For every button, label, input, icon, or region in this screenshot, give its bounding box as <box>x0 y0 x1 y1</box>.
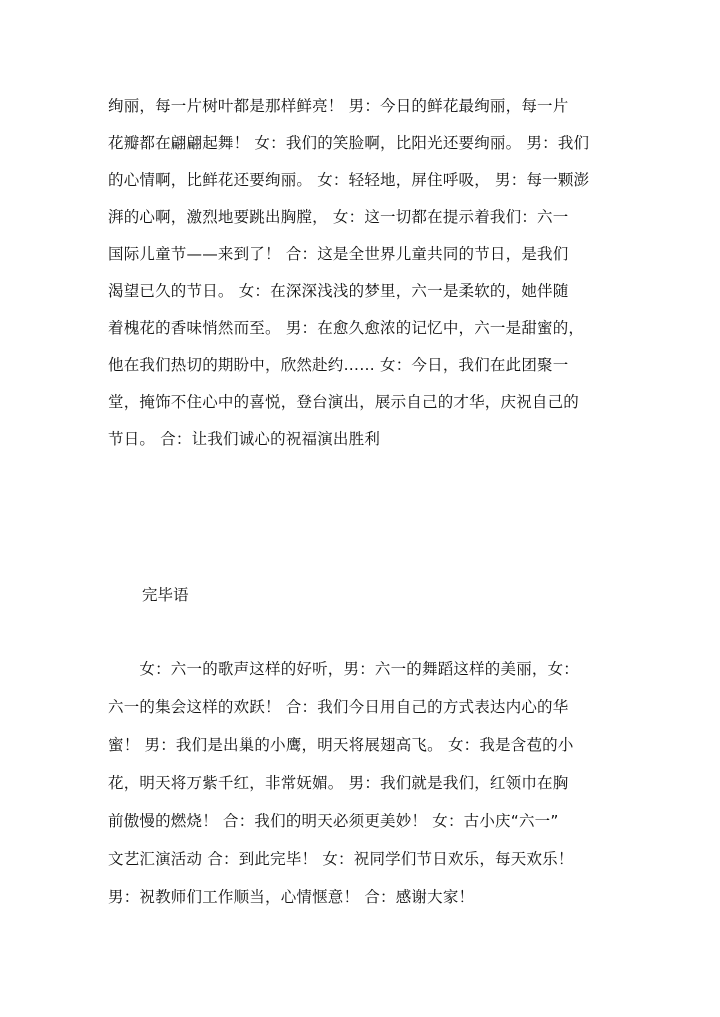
text-line: 的心情啊，比鲜花还要绚丽。 女：轻轻地，屏住呼吸， 男：每一颗澎 <box>108 171 590 189</box>
section-heading: 完毕语 <box>142 586 189 604</box>
text-line: 花，明天将万紫千红，非常妩媚。 男：我们就是我们，红领巾在胸 <box>108 774 569 792</box>
text-line: 前傲慢的燃烧！ 合：我们的明天必须更美妙！ 女：古小庆“六一” <box>108 812 559 830</box>
text-line: 女：六一的歌声这样的好听，男：六一的舞蹈这样的美丽，女： <box>108 660 580 678</box>
text-line: 蜜！ 男：我们是出巢的小鹰，明天将展翅高飞。 女：我是含苞的小 <box>108 736 574 754</box>
text-line: 文艺汇演活动 合：到此完毕！ 女：祝同学们节日欢乐，每天欢乐！ <box>108 850 574 868</box>
text-line: 花瓣都在翩翩起舞！ 女：我们的笑脸啊，比阳光还要绚丽。 男：我们 <box>108 134 590 152</box>
text-line: 绚丽，每一片树叶都是那样鲜亮！ 男：今日的鲜花最绚丽，每一片 <box>108 97 569 115</box>
text-line: 国际儿童节——来到了！ 合：这是全世界儿童共同的节日，是我们 <box>108 245 569 263</box>
text-line: 渴望已久的节日。 女：在深深浅浅的梦里，六一是柔软的，她伴随 <box>108 282 569 300</box>
text-line: 六一的集会这样的欢跃！ 合：我们今日用自己的方式表达内心的华 <box>108 698 569 716</box>
text-line: 堂，掩饰不住心中的喜悦，登台演出，展示自己的才华，庆祝自己的 <box>108 393 580 411</box>
text-line: 节日。 合：让我们诚心的祝福演出胜利 <box>108 430 381 448</box>
text-line: 他在我们热切的期盼中，欣然赴约…… 女：今日，我们在此团聚一 <box>108 356 569 374</box>
text-line: 男：祝教师们工作顺当，心情惬意！ 合：感谢大家！ <box>108 888 475 906</box>
text-line: 湃的心啊，激烈地要跳出胸膛， 女：这一切都在提示着我们：六一 <box>108 208 569 226</box>
text-line: 着槐花的香味悄然而至。 男：在愈久愈浓的记忆中，六一是甜蜜的， <box>108 319 585 337</box>
